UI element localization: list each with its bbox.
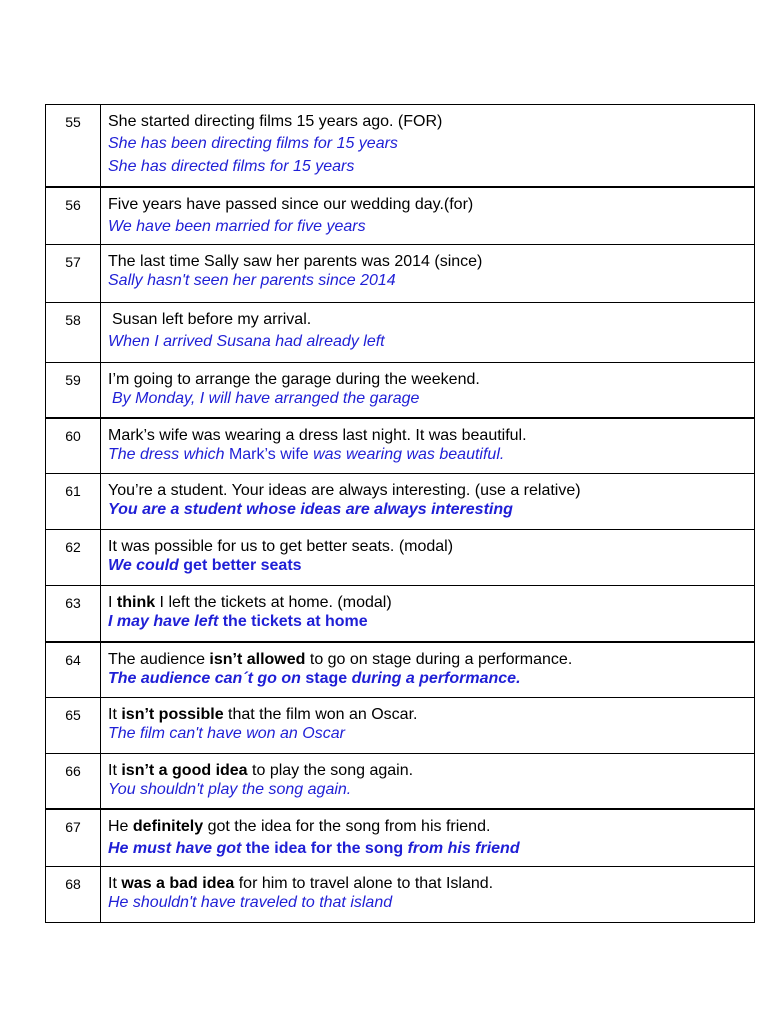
row-number: 56 — [46, 187, 101, 245]
row-number: 62 — [46, 530, 101, 586]
question-text: The last time Sally saw her parents was 2014 (since) — [108, 253, 483, 270]
table-row — [46, 418, 755, 474]
question-part: to play the song again. — [247, 762, 414, 779]
table-row — [46, 530, 755, 586]
question-keyword: isn’t allowed — [209, 650, 306, 668]
question-text — [108, 874, 748, 893]
answer-text — [108, 445, 748, 465]
table-row — [46, 867, 755, 923]
table-row — [46, 586, 755, 642]
question-keyword: definitely — [132, 817, 204, 835]
answer-text — [108, 556, 748, 576]
answer-text — [108, 669, 748, 689]
answer-text: You shouldn't play the song again. — [108, 781, 352, 798]
row-content — [101, 474, 755, 530]
answer-text: We have been married for five years — [108, 217, 366, 235]
answer-part: get better seats — [178, 557, 302, 574]
question-text: You’re a student. Your ideas are always interesting. (use a relative) — [108, 482, 581, 499]
answer-part: The audience can´t go on — [108, 669, 306, 687]
row-number: 58 — [46, 303, 101, 363]
answer-part: from his friend — [407, 839, 520, 857]
row-number: 59 — [46, 363, 101, 418]
answer-part: the idea for the song — [241, 839, 408, 857]
row-content — [101, 809, 755, 867]
question-part: The audience — [108, 650, 210, 668]
answer-text: By Monday, I will have arranged the garage — [112, 390, 420, 407]
answer-part: He must have got — [108, 839, 242, 857]
question-part: It — [108, 875, 122, 892]
question-text — [108, 705, 748, 724]
question-keyword: was a bad idea — [121, 875, 235, 892]
row-content — [101, 586, 755, 642]
question-text — [108, 817, 748, 836]
answer-part: Mark’s wife — [228, 445, 309, 463]
row-content — [101, 187, 755, 245]
question-keyword: isn’t possible — [121, 706, 224, 723]
row-content — [101, 867, 755, 923]
answer-part: stage — [305, 669, 348, 687]
row-number: 57 — [46, 245, 101, 303]
answer-part: during a performance. — [347, 669, 521, 687]
row-number: 64 — [46, 642, 101, 698]
row-content — [101, 363, 755, 418]
question-text: She started directing films 15 years ago. (FOR) — [108, 113, 443, 130]
answer-part: I may have left — [108, 613, 219, 630]
question-part: It — [108, 762, 122, 779]
question-text: I’m going to arrange the garage during the weekend. — [108, 371, 480, 388]
row-number: 63 — [46, 586, 101, 642]
table-row — [46, 698, 755, 754]
question-part: for him to travel alone to that Island. — [234, 875, 494, 892]
answer-text: She has been directing films for 15 years — [108, 135, 398, 152]
answer-text: You are a student whose ideas are always interesting — [108, 501, 513, 518]
exercise-table — [45, 104, 755, 923]
row-number: 55 — [46, 105, 101, 187]
row-content — [101, 698, 755, 754]
question-text: Susan left before my arrival. — [112, 311, 312, 328]
question-text — [108, 650, 748, 669]
table-row — [46, 303, 755, 363]
question-part: that the film won an Oscar. — [223, 706, 418, 723]
answer-part: We could — [108, 557, 179, 574]
question-part: I — [108, 594, 117, 611]
answer-text: Sally hasn't seen her parents since 2014 — [108, 272, 396, 289]
answer-text — [108, 612, 748, 632]
row-content — [101, 105, 755, 187]
row-number: 67 — [46, 809, 101, 867]
table-row — [46, 809, 755, 867]
question-text: Five years have passed since our wedding day.(for) — [108, 195, 474, 213]
row-content — [101, 245, 755, 303]
question-text: Mark’s wife was wearing a dress last night. It was beautiful. — [108, 426, 527, 444]
row-number: 68 — [46, 867, 101, 923]
table-row — [46, 754, 755, 809]
answer-part: was wearing was beautiful. — [308, 445, 505, 463]
question-text: It was possible for us to get better seats. (modal) — [108, 538, 454, 555]
question-keyword: isn’t a good idea — [121, 762, 248, 779]
row-content — [101, 303, 755, 363]
answer-text — [108, 839, 748, 859]
row-number: 61 — [46, 474, 101, 530]
row-content — [101, 754, 755, 809]
table-row — [46, 105, 755, 187]
answer-text: The film can't have won an Oscar — [108, 725, 345, 742]
question-keyword: think — [116, 594, 156, 611]
table-row — [46, 642, 755, 698]
row-number: 60 — [46, 418, 101, 474]
table-row — [46, 474, 755, 530]
question-part: It — [108, 706, 122, 723]
question-part: got the idea for the song from his friend. — [203, 817, 491, 835]
answer-part: the tickets at home — [218, 613, 368, 630]
table-row — [46, 363, 755, 418]
question-part: He — [108, 817, 133, 835]
question-text — [108, 593, 748, 612]
table-row — [46, 187, 755, 245]
row-content — [101, 530, 755, 586]
question-text — [108, 761, 748, 780]
row-content — [101, 642, 755, 698]
question-part: I left the tickets at home. (modal) — [155, 594, 392, 611]
answer-text: She has directed films for 15 years — [108, 158, 355, 175]
row-number: 66 — [46, 754, 101, 809]
table-row — [46, 245, 755, 303]
answer-text: He shouldn't have traveled to that island — [108, 894, 393, 911]
question-part: to go on stage during a performance. — [305, 650, 573, 668]
row-content — [101, 418, 755, 474]
answer-text: When I arrived Susana had already left — [108, 333, 385, 350]
answer-part: The dress which — [108, 445, 229, 463]
row-number: 65 — [46, 698, 101, 754]
